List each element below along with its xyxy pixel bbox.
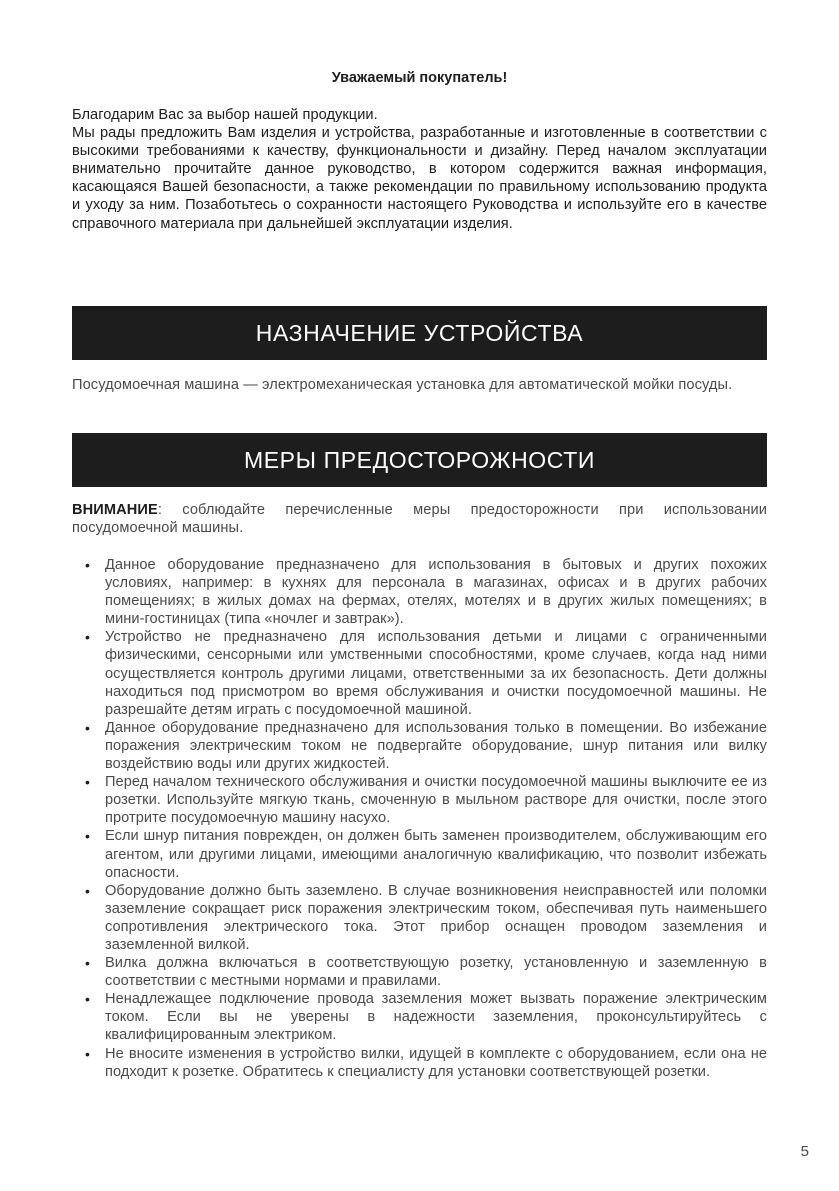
list-item (72, 556, 767, 628)
bullet-icon: • (85, 719, 90, 736)
safety-list (72, 556, 767, 1081)
bullet-icon: • (85, 629, 90, 646)
section-title-purpose: НАЗНАЧЕНИЕ УСТРОЙСТВА (72, 306, 767, 360)
bullet-icon: • (85, 1045, 90, 1062)
list-item-text: Устройство не предназначено для использования детьми и лицами с ограниченными физическими, сенсорными или умственными способностями, кроме случаев, когда над ними осуществляется контроль другими лицами, ответственными за их безопасность. Дети должны находиться под присмотром во время обслуживания и очистки посудомоечной машины. Не разрешайте детям играть с посудомоечной машиной. (105, 629, 767, 718)
greeting-heading: Уважаемый покупатель! (331, 70, 508, 86)
list-item-text: Ненадлежащее подключение провода заземления может вызвать поражение электрическим током. Если вы не уверены в надежности заземления, проконсультируйтесь с квалифицированным электриком. (105, 991, 767, 1044)
bullet-icon: • (85, 557, 90, 573)
list-item-text: Данное оборудование предназначено для использования в бытовых и других похожих условиях, например: в кухнях для персонала в магазинах, офисах и в других рабочих помещениях; в жилых домах на фермах, отелях, мотелях и в других жилых помещениях; в мини-гостиницах (типа «ночлег и завтрак»). (105, 557, 767, 628)
list-item (72, 954, 767, 990)
list-item (72, 1045, 767, 1081)
purpose-text: Посудомоечная машина — электромеханическая установка для автоматической мойки посуды. (72, 377, 733, 393)
warning-paragraph (72, 501, 767, 537)
list-item (72, 882, 767, 954)
list-item-text: Вилка должна включаться в соответствующую розетку, установленную и заземленную в соответствии с местными нормами и правилами. (105, 955, 767, 990)
bullet-icon: • (85, 774, 90, 791)
list-item-text: Оборудование должно быть заземлено. В случае возникновения неисправностей или поломки заземление сокращает риск поражения электрическим током, обеспечивая путь наименьшего сопротивления электрического тока. Этот прибор оснащен проводом заземления и заземленной вилкой. (105, 882, 767, 953)
page-number: 5 (800, 1143, 809, 1160)
warning-label: ВНИМАНИЕ (72, 502, 158, 518)
list-item (72, 827, 767, 881)
section-title-safety: МЕРЫ ПРЕДОСТОРОЖНОСТИ (72, 433, 767, 487)
list-item-text: Если шнур питания поврежден, он должен быть заменен производителем, обслуживающим его агентом, или другими лицами, имеющими аналогичную квалификацию, что позволит избежать опасности. (105, 828, 767, 881)
list-item (72, 773, 767, 827)
list-item (72, 990, 767, 1044)
intro-paragraph: Мы рады предложить Вам изделия и устройства, разработанные и изготовленные в соответствии с высокими требованиями к качеству, функциональности и дизайну. Перед началом эксплуатации внимательно прочитайте данное руководство, в котором содержится важная информация, касающаяся Вашей безопасности, а также рекомендации по правильному использованию продукта и уходу за ним. Позаботьтесь о сохранности настоящего Руководства и используйте его в качестве справочного материала при дальнейшей эксплуатации изделия. (72, 125, 767, 232)
list-item (72, 628, 767, 718)
list-item-text: Не вносите изменения в устройство вилки, идущей в комплекте с оборудованием, если она не подходит к розетке. Обратитесь к специалисту для установки соответствующей розетки. (105, 1045, 767, 1080)
bullet-icon: • (85, 882, 90, 899)
list-item (72, 719, 767, 773)
list-item-text: Данное оборудование предназначено для использования только в помещении. Во избежание поражения электрическим током не подвергайте оборудование, шнур питания или вилку воздействию воды или других жидкостей. (105, 719, 767, 773)
warning-text: : соблюдайте перечисленные меры предосторожности при использовании посудомоечной машины. (72, 502, 767, 537)
bullet-icon: • (85, 828, 90, 845)
bullet-icon: • (85, 955, 90, 972)
list-item-text: Перед началом технического обслуживания и очистки посудомоечной машины выключите ее из розетки. Используйте мягкую ткань, смоченную в мыльном растворе для очистки, после этого протрите посудомоечную машину насухо. (105, 774, 767, 827)
bullet-icon: • (85, 991, 90, 1008)
intro-block (72, 106, 767, 233)
intro-thanks: Благодарим Вас за выбор нашей продукции. (72, 107, 378, 123)
